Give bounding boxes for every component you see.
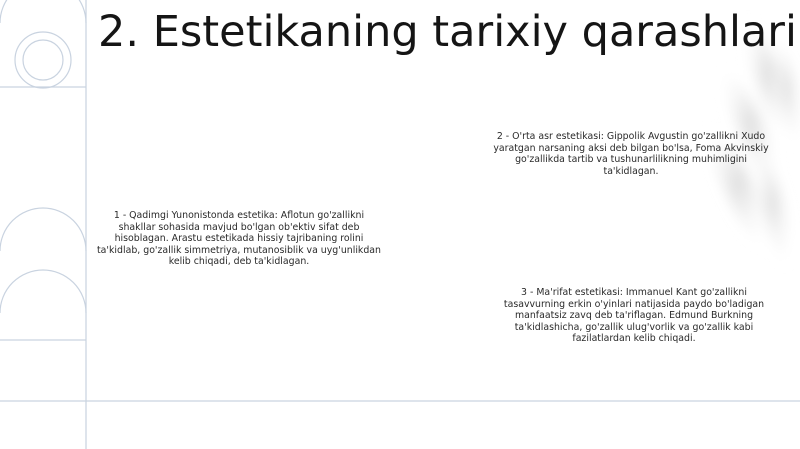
slide-title: 2. Estetikaning tarixiy qarashlari xyxy=(98,7,797,57)
text-block-enlightenment: 3 - Ma'rifat estetikasi: Immanuel Kant go'zallikni tasavvurning erkin o'yinlari natijasida paydo bo'ladigan manfaatsiz zavq deb ta'riflagan. Edmund Burkning ta'kidlashicha, go'zallik ulug'vorlik va go'zallik kabi fazilatlardan kelib chiqadi. xyxy=(503,287,765,345)
text-block-ancient-greece: 1 - Qadimgi Yunonistonda estetika: Aflotun go'zallikni shakllar sohasida mavjud bo'lgan ob'ektiv sifat deb hisoblagan. Arastu estetikada hissiy tajribaning rolini ta'kidlab, go'zallik simmetriya, mutanosiblik va uyg'unlikdan kelib chiqadi, deb ta'kidlagan. xyxy=(97,210,381,268)
text-block-medieval: 2 - O'rta asr estetikasi: Gippolik Avgustin go'zallikni Xudo yaratgan narsaning aksi deb bilgan bo'lsa, Foma Akvinskiy go'zallikda tartib va tushunarlilikning muhimligini ta'kidlagan. xyxy=(493,131,769,177)
